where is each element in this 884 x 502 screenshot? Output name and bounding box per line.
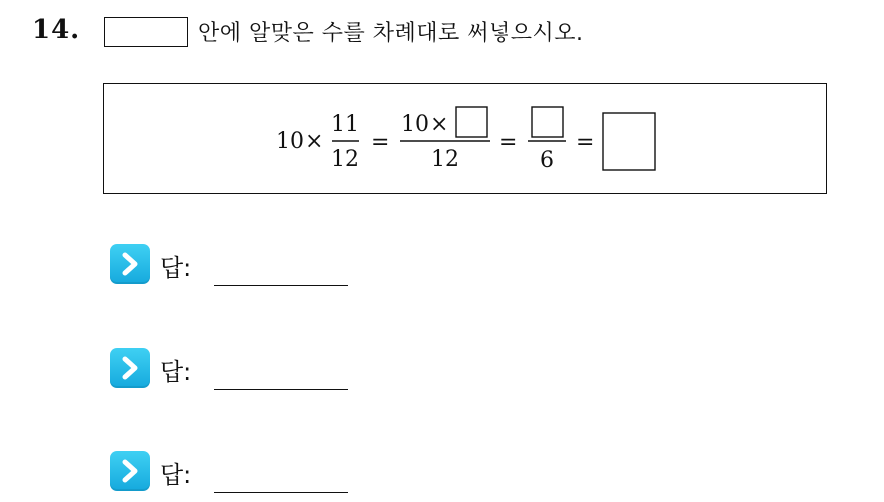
fraction-2-denominator: 12 [431,147,459,172]
fraction-1-denominator: 12 [331,147,359,172]
chevron-right-icon [110,348,150,388]
answer-row-1 [110,244,370,294]
answer-label: 답: [160,461,192,489]
answer-label: 답: [160,358,192,386]
chevron-right-icon [110,244,150,284]
fraction-1-numerator: 11 [331,112,359,137]
answer-row-3 [110,451,370,501]
equation-box [103,83,827,194]
answer-line[interactable] [214,492,348,493]
answer-blank-box-3 [603,113,655,170]
fraction-3-denominator: 6 [540,148,554,173]
equation-times-sign: × [305,129,324,154]
answer-row-2 [110,348,370,398]
answer-line[interactable] [214,285,348,286]
answer-line[interactable] [214,389,348,390]
question-instruction: 안에 알맞은 수를 차례대로 써넣으시오. [198,21,584,46]
answer-blank-box-2 [532,107,563,137]
answer-blank-box-inline [104,17,188,47]
equation-figure [104,84,828,195]
equals-sign-1: = [371,130,390,155]
equals-sign-2: = [499,130,518,155]
chevron-right-icon [110,451,150,491]
question-number: 14. [32,15,81,45]
answer-blank-box-1 [456,107,487,137]
answer-label: 답: [160,254,192,282]
equation-coefficient: 10 [276,129,304,154]
equals-sign-3: = [576,130,595,155]
fraction-2-numerator-number: 10 [401,112,429,137]
fraction-2-times-sign: × [430,112,449,137]
